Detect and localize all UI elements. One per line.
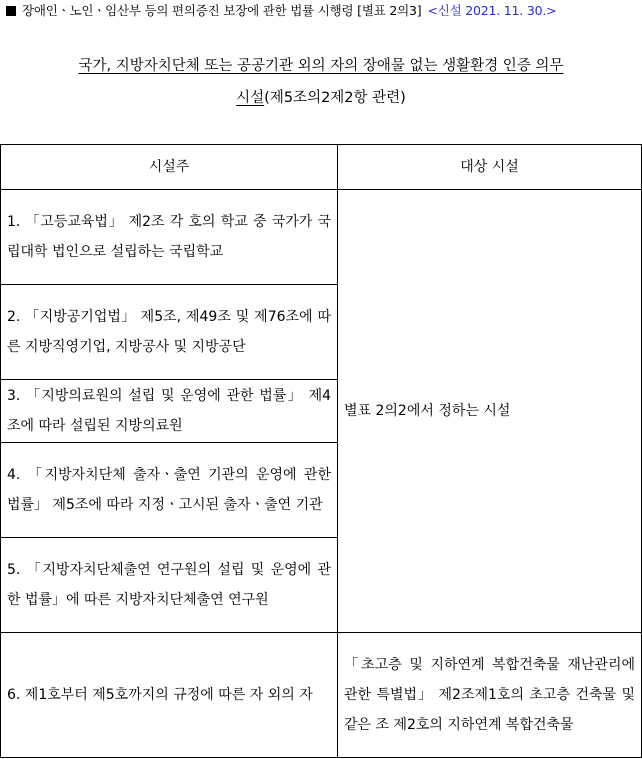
title-underlined: 시설	[236, 90, 265, 106]
table-header-row	[1, 145, 642, 190]
column-header-owner: 시설주	[1, 145, 338, 190]
owner-cell: 3. 「지방의료원의 설립 및 운영에 관한 법률」 제4조에 따라 설립된 지방의료원	[1, 380, 338, 443]
page-title	[0, 52, 642, 112]
document-header	[6, 1, 556, 19]
header-text: 장애인ㆍ노인ㆍ임산부 등의 편의증진 보장에 관한 법률 시행령 [별표 2의3]	[22, 3, 422, 18]
target-cell-row6: 「초고층 및 지하연계 복합건축물 재난관리에 관한 특별법」 제2조제1호의 초고층 건축물 및 같은 조 제2호의 지하연계 복합건축물	[338, 633, 642, 758]
title-reference: (제5조의2제2항 관련)	[264, 90, 406, 106]
title-line-2	[0, 84, 642, 112]
owner-cell: 6. 제1호부터 제5호까지의 규정에 따른 자 외의 자	[1, 633, 338, 758]
owner-cell: 2. 「지방공기업법」 제5조, 제49조 및 제76조에 따른 지방직영기업, 지방공사 및 지방공단	[1, 285, 338, 380]
amendment-date: <신설 2021. 11. 30.>	[427, 3, 557, 18]
owner-cell: 1. 「고등교육법」 제2조 각 호의 학교 중 국가가 국립대학 법인으로 설립하는 국립학교	[1, 190, 338, 285]
target-cell-common: 별표 2의2에서 정하는 시설	[338, 190, 642, 633]
table-row	[1, 190, 642, 285]
table-row	[1, 633, 642, 758]
owner-cell: 5. 「지방자치단체출연 연구원의 설립 및 운영에 관한 법률」에 따른 지방자치단체출연 연구원	[1, 538, 338, 633]
owner-cell: 4. 「지방자치단체 출자ㆍ출연 기관의 운영에 관한 법률」 제5조에 따라 지정ㆍ고시된 출자ㆍ출연 기관	[1, 443, 338, 538]
certification-table	[0, 144, 642, 758]
column-header-target: 대상 시설	[338, 145, 642, 190]
black-square-icon	[6, 6, 16, 16]
title-line-1: 국가, 지방자치단체 또는 공공기관 외의 자의 장애물 없는 생활환경 인증 의무	[78, 58, 564, 74]
